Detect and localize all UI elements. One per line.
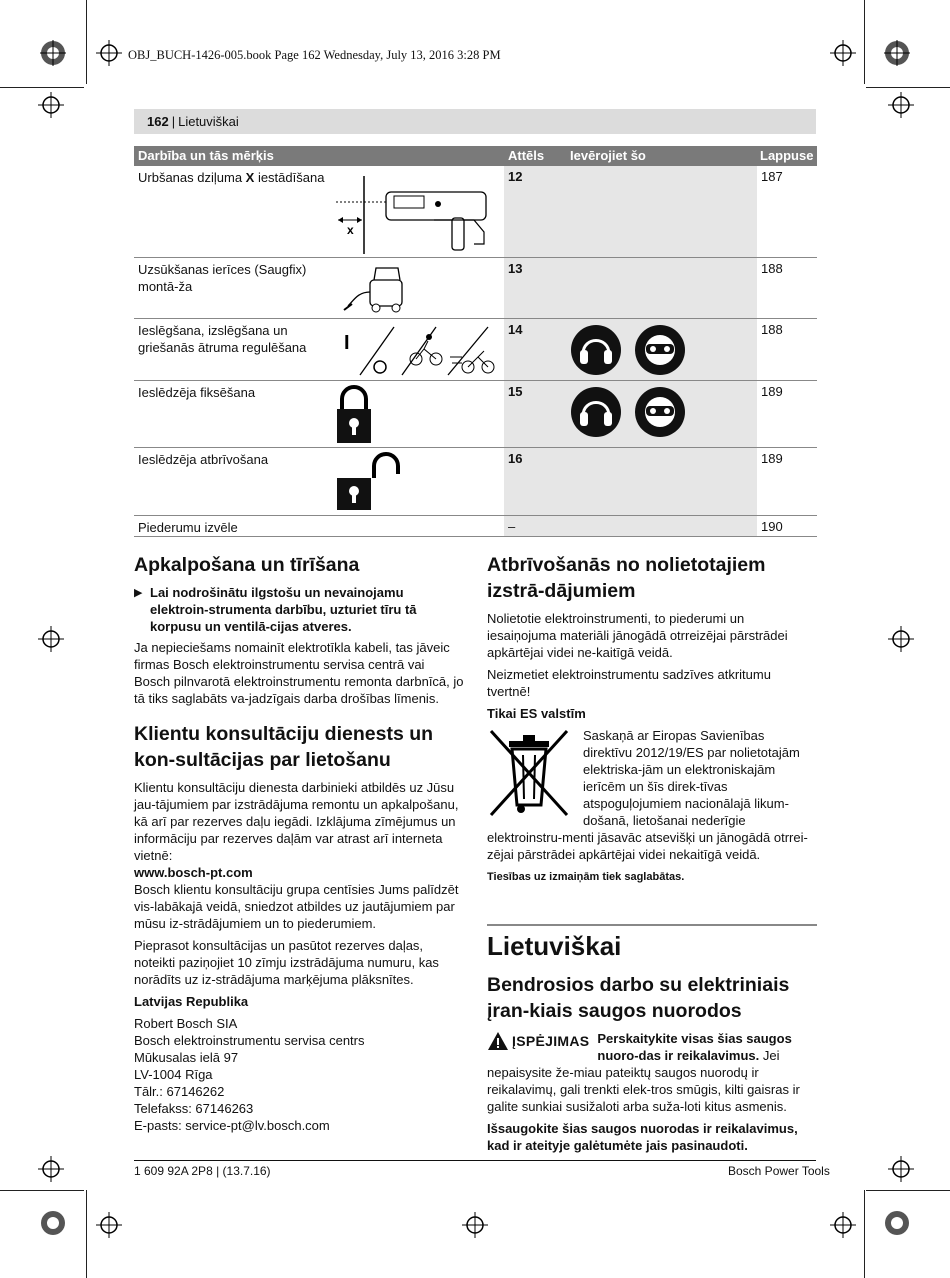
row-page: 189 (761, 451, 783, 466)
warning-triangle-icon (487, 1031, 509, 1051)
address-line: LV-1004 Rīga (134, 1067, 213, 1082)
footer-doc-number: 1 609 92A 2P8 | (13.7.16) (134, 1164, 271, 1178)
registration-mark-icon (40, 1210, 66, 1236)
table-row (134, 258, 817, 319)
switch-speed-icon (340, 323, 500, 379)
table-header (134, 146, 817, 166)
switch-on-symbol: I (344, 332, 350, 354)
crop-mark (866, 87, 950, 88)
crop-mark (864, 0, 865, 84)
warning-text: Jei nepaisysite že-miau pateiktų saugos nuorodų ir reikalavimų, gali trenkti elek-tros smūgis, kilti gaisras ir galite sunkiai susižaloti arba suža-loti kitus asmenis. (487, 1048, 800, 1114)
address-line: Robert Bosch SIA (134, 1016, 238, 1031)
service-text-3: Pieprasot konsultācijas un pasūtot rezerves daļas, noteikti paziņojiet 10 zīmju izstrādājuma numuru, kas norādīts uz iz-strādājuma marķējuma plāksnītes. (134, 938, 439, 987)
padlock-open-icon (334, 452, 406, 512)
crosshair-icon (888, 626, 914, 652)
country-heading: Latvijas Republika (134, 994, 249, 1009)
language-heading: Lietuviškai (487, 931, 622, 961)
bullet-arrow-icon: ▶ (134, 587, 143, 599)
eu-block (487, 727, 817, 863)
crop-mark (0, 1190, 84, 1191)
crosshair-icon (888, 92, 914, 118)
crosshair-icon (830, 1212, 856, 1238)
service-url-link[interactable]: www.bosch-pt.com (134, 865, 253, 880)
warning-label: ĮSPĖJIMAS (512, 1032, 590, 1049)
crop-mark (86, 1190, 87, 1278)
header-separator: | (171, 114, 176, 129)
column-header-figure: Attēls (508, 148, 545, 163)
row-action: Ieslēdzēja atbrīvošana (138, 452, 269, 467)
row-figure: 14 (508, 322, 523, 337)
row-action: Urbšanas dziļuma X iestādīšana (138, 170, 325, 185)
column-header-note: Ievērojiet šo (570, 148, 646, 163)
warning-badge (487, 1031, 589, 1051)
row-figure: – (508, 519, 516, 534)
row-page: 190 (761, 519, 783, 534)
crossed-bin-icon (487, 727, 573, 819)
footer-rule (134, 1160, 816, 1161)
row-action: Ieslēdzēja fiksēšana (138, 385, 256, 400)
safety-heading: Bendrosios darbo su elektriniais įran-kiais saugos nuorodos (487, 974, 790, 1022)
row-page: 187 (761, 169, 783, 184)
table-row (134, 448, 817, 516)
footer-brand: Bosch Power Tools (728, 1164, 830, 1178)
row-page: 188 (761, 261, 783, 276)
row-figure: 15 (508, 384, 523, 399)
header-language: Lietuviškai (178, 114, 239, 129)
eye-protection-icon (634, 386, 686, 438)
warning-bold-text: Perskaitykite visas šias saugos nuoro-das ir reikalavimus. (597, 1031, 792, 1063)
table-row (134, 319, 817, 381)
disposal-text-2: Neizmetiet elektroinstrumentu sadzīves atkritumu tvertnē! (487, 667, 771, 699)
disposal-text-1: Nolietotie elektroinstrumenti, to piederumi un iesaiņojuma materiāli jānogādā otrreizējai pārstrādei apkārtējai videi ne-kaitīgā veidā. (487, 611, 788, 660)
disposal-heading: Atbrīvošanās no nolietotajiem izstrā-dājumiem (487, 554, 766, 602)
maintenance-text: Ja nepieciešams nomainīt elektrotīkla kabeli, tas jāveic firmas Bosch elektroinstrumentu servisa centrā vai Bosch pilnvarotā elektroinstrumentu remonta darbnīcā, jo tā tiks saglabāts va-jadzīgais darba drošības līmenis. (134, 640, 464, 706)
eu-heading: Tikai ES valstīm (487, 706, 586, 721)
crosshair-icon (462, 1212, 488, 1238)
crop-mark (864, 1190, 865, 1278)
slug-line: OBJ_BUCH-1426-005.book Page 162 Wednesday, July 13, 2016 3:28 PM (128, 48, 501, 62)
crosshair-icon (830, 40, 856, 66)
row-figure: 16 (508, 451, 523, 466)
padlock-closed-icon (334, 383, 374, 445)
row-action: Ieslēgšana, izslēgšana un griešanās ātruma regulēšana (138, 323, 307, 355)
table-row (134, 516, 817, 537)
service-text-2: Bosch klientu konsultāciju grupa centīsies Jums palīdzēt vis-labākajā veidā, sniedzot atbildes uz jautājumiem par mūsu iz-strādājumiem un to piederumiem. (134, 882, 459, 931)
keep-instructions-text: Išsaugokite šias saugos nuorodas ir reikalavimus, kad ir ateityje galėtumėte jais pasinaudoti. (487, 1121, 798, 1153)
address-line: Telefakss: 67146263 (134, 1101, 254, 1116)
maintenance-bullet: ▶ Lai nodrošinātu ilgstošu un nevainojamu elektroin-strumenta darbību, uzturiet tīru tā korpusu un ventilā-cijas atveres. (134, 585, 417, 634)
crop-mark (0, 87, 84, 88)
crosshair-icon (888, 1156, 914, 1182)
table-row (134, 166, 817, 258)
crop-mark (86, 0, 87, 84)
eye-protection-icon (634, 324, 686, 376)
depth-label: x (347, 223, 354, 237)
column-header-action: Darbība un tās mērķis (138, 148, 274, 163)
dust-extractor-icon (340, 262, 406, 314)
address-line: E-pasts: service-pt@lv.bosch.com (134, 1118, 330, 1133)
right-column (487, 552, 817, 1159)
warning-block (487, 1030, 817, 1115)
crop-mark (866, 1190, 950, 1191)
crosshair-icon (38, 626, 64, 652)
ear-protection-icon (570, 324, 622, 376)
eu-text: Saskaņā ar Eiropas Savienības direktīvu 2012/19/ES par nolietotajām elektriska-jām un elektroniskajām ierīcēm un šīs direk-tīvas atspoguļojumiem nacionālajā likum-došanā, lietošanai nederīgie elektroinstru-menti jāsavāc atsevišķi un jānogādā otrrei-zējai pārstrādei apkārtējai videi nekaitīgā veidā. (487, 728, 808, 862)
section-rule (487, 924, 817, 926)
crosshair-icon (38, 92, 64, 118)
drill-depth-diagram-icon (334, 174, 489, 256)
table-row (134, 381, 817, 448)
row-figure: 12 (508, 169, 523, 184)
row-figure: 13 (508, 261, 523, 276)
column-header-page: Lappuse (760, 148, 814, 163)
row-page: 188 (761, 322, 783, 337)
page-header (134, 109, 816, 134)
registration-mark-icon (40, 40, 66, 66)
registration-mark-icon (884, 40, 910, 66)
ear-protection-icon (570, 386, 622, 438)
maintenance-heading: Apkalpošana un tīrīšana (134, 554, 360, 576)
page-number: 162 (147, 114, 169, 129)
crosshair-icon (96, 40, 122, 66)
address-line: Tālr.: 67146262 (134, 1084, 225, 1099)
service-text-1: Klientu konsultāciju dienesta darbinieki atbildēs uz Jūsu jau-tājumiem par izstrādājuma remontu un apkalpošanu, kā arī par rezerves daļu iegādi. Izklājuma zīmējumus un informāciju par rezerves daļām var atrast arī interneta vietnē: (134, 780, 459, 863)
procedure-table (134, 146, 817, 537)
service-heading: Klientu konsultāciju dienests un kon-sultācijas par lietošanu (134, 723, 434, 771)
row-page: 189 (761, 384, 783, 399)
row-action: Piederumu izvēle (138, 520, 238, 535)
registration-mark-icon (884, 1210, 910, 1236)
address-line: Mūkusalas ielā 97 (134, 1050, 239, 1065)
crosshair-icon (38, 1156, 64, 1182)
rights-note: Tiesības uz izmaiņām tiek saglabātas. (487, 871, 685, 883)
left-column (134, 552, 464, 1134)
crosshair-icon (96, 1212, 122, 1238)
row-action: Uzsūkšanas ierīces (Saugfix) montā-ža (138, 262, 307, 294)
address-line: Bosch elektroinstrumentu servisa centrs (134, 1033, 365, 1048)
